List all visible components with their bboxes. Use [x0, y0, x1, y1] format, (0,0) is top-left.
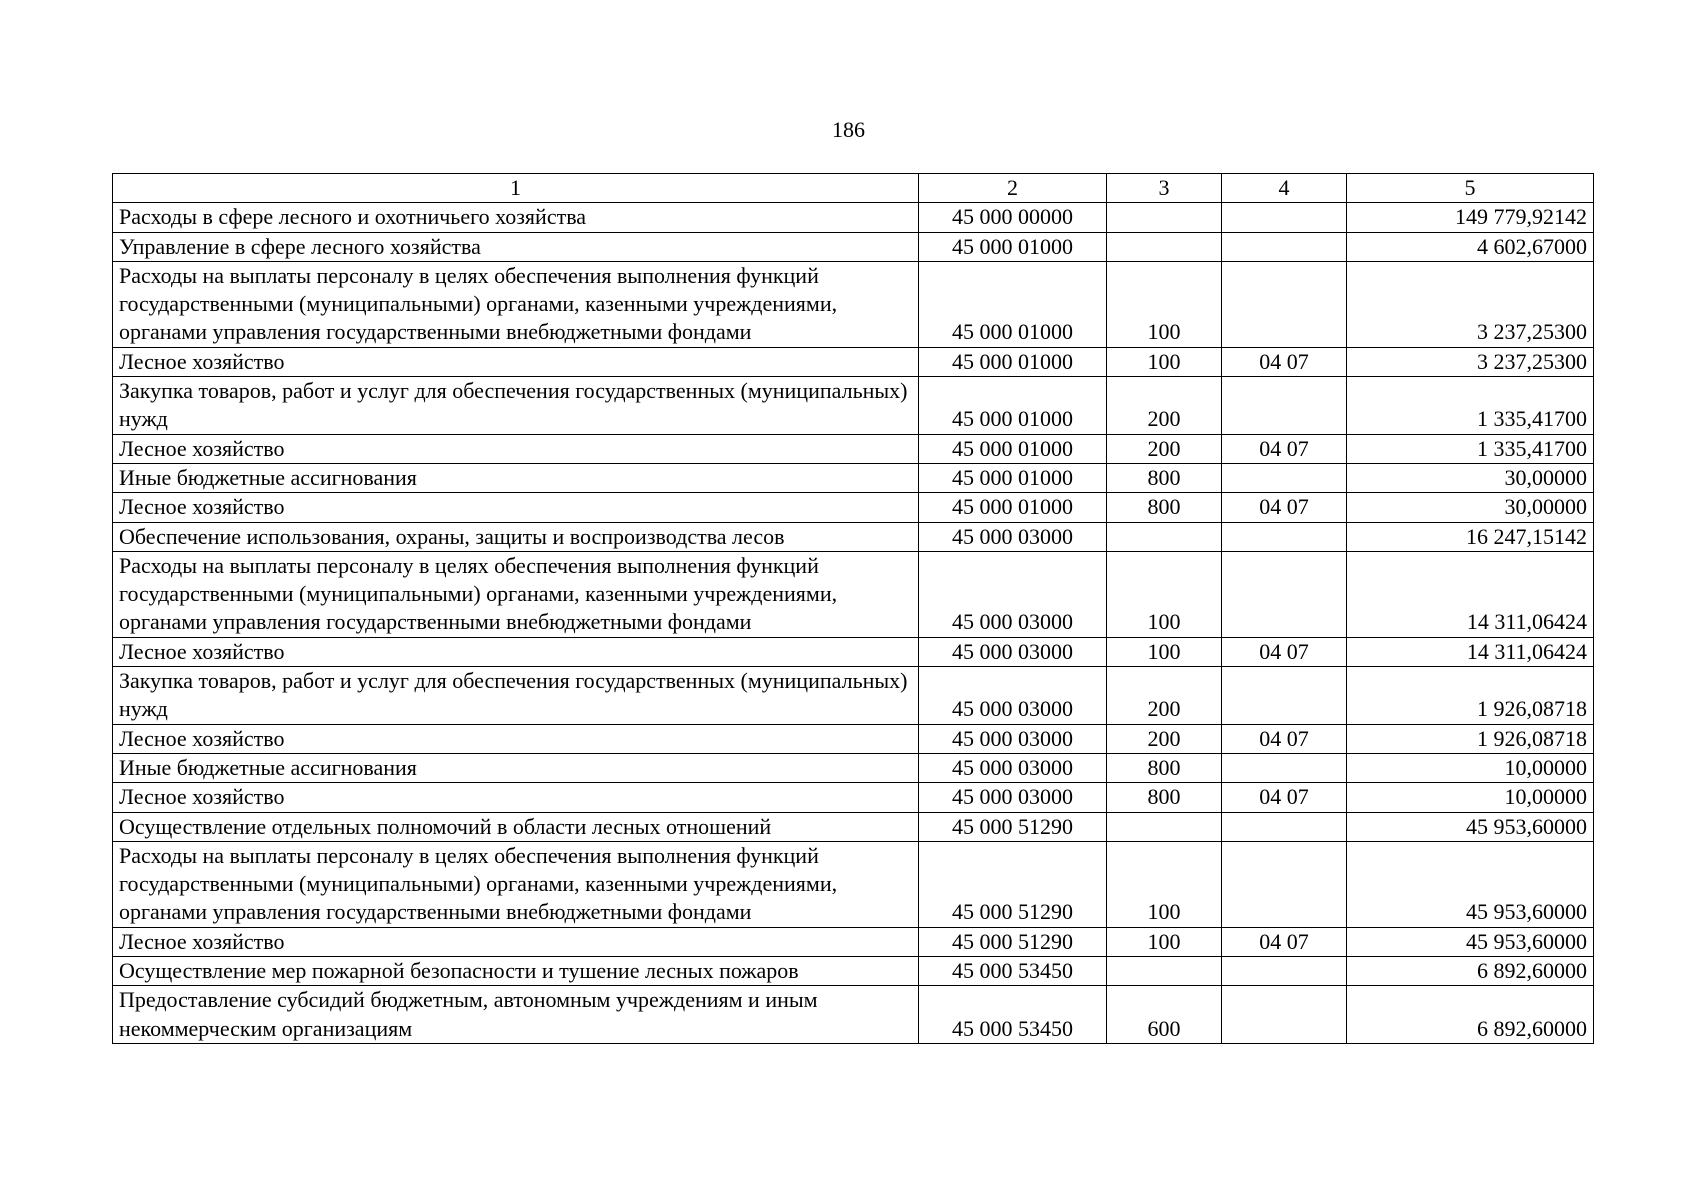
expense-name-cell: Предоставление субсидий бюджетным, автономным учреждениям и иным некоммерческим организациям	[113, 986, 919, 1044]
expense-type-cell	[1107, 522, 1222, 551]
amount-cell: 6 892,60000	[1347, 986, 1594, 1044]
section-code-cell: 04 07	[1222, 927, 1347, 956]
amount-cell: 45 953,60000	[1347, 841, 1594, 927]
table-row	[113, 434, 1594, 463]
target-code-cell: 45 000 01000	[919, 261, 1107, 347]
target-code-cell: 45 000 01000	[919, 377, 1107, 435]
table-row	[113, 812, 1594, 841]
amount-cell: 1 926,08718	[1347, 724, 1594, 753]
amount-cell: 1 926,08718	[1347, 667, 1594, 725]
section-code-cell	[1222, 232, 1347, 261]
amount-cell: 45 953,60000	[1347, 927, 1594, 956]
target-code-cell: 45 000 03000	[919, 551, 1107, 637]
table-row	[113, 232, 1594, 261]
amount-cell: 45 953,60000	[1347, 812, 1594, 841]
amount-cell: 14 311,06424	[1347, 637, 1594, 666]
expense-name-cell: Управление в сфере лесного хозяйства	[113, 232, 919, 261]
amount-cell: 3 237,25300	[1347, 261, 1594, 347]
expense-name-cell: Лесное хозяйство	[113, 637, 919, 666]
section-code-cell	[1222, 753, 1347, 782]
expense-name-cell: Иные бюджетные ассигнования	[113, 463, 919, 492]
target-code-cell: 45 000 51290	[919, 841, 1107, 927]
amount-cell: 3 237,25300	[1347, 347, 1594, 376]
target-code-cell: 45 000 03000	[919, 783, 1107, 812]
expense-name-cell: Лесное хозяйство	[113, 783, 919, 812]
expense-name-cell: Расходы на выплаты персоналу в целях обеспечения выполнения функций государственными (муниципальными) органами, казенными учреждениями, органами управления государственными внебюджетными фондами	[113, 551, 919, 637]
section-code-cell: 04 07	[1222, 347, 1347, 376]
table-row	[113, 261, 1594, 347]
target-code-cell: 45 000 01000	[919, 493, 1107, 522]
target-code-cell: 45 000 03000	[919, 753, 1107, 782]
table-row	[113, 377, 1594, 435]
expense-name-cell: Расходы на выплаты персоналу в целях обеспечения выполнения функций государственными (муниципальными) органами, казенными учреждениями, органами управления государственными внебюджетными фондами	[113, 261, 919, 347]
expense-name-cell: Лесное хозяйство	[113, 493, 919, 522]
section-code-cell	[1222, 957, 1347, 986]
section-code-cell: 04 07	[1222, 493, 1347, 522]
section-code-cell	[1222, 522, 1347, 551]
table-row	[113, 493, 1594, 522]
target-code-cell: 45 000 53450	[919, 986, 1107, 1044]
expense-type-cell: 200	[1107, 377, 1222, 435]
expense-type-cell: 800	[1107, 753, 1222, 782]
target-code-cell: 45 000 01000	[919, 463, 1107, 492]
expense-name-cell: Осуществление отдельных полномочий в области лесных отношений	[113, 812, 919, 841]
table-row	[113, 724, 1594, 753]
section-code-cell: 04 07	[1222, 637, 1347, 666]
table-row	[113, 841, 1594, 927]
target-code-cell: 45 000 01000	[919, 434, 1107, 463]
section-code-cell	[1222, 463, 1347, 492]
table-header-row	[113, 174, 1594, 203]
column-header-3: 3	[1107, 174, 1222, 203]
expense-name-cell: Расходы на выплаты персоналу в целях обеспечения выполнения функций государственными (муниципальными) органами, казенными учреждениями, органами управления государственными внебюджетными фондами	[113, 841, 919, 927]
section-code-cell	[1222, 841, 1347, 927]
expense-type-cell: 800	[1107, 493, 1222, 522]
expense-type-cell: 100	[1107, 261, 1222, 347]
expense-type-cell: 100	[1107, 927, 1222, 956]
target-code-cell: 45 000 03000	[919, 667, 1107, 725]
section-code-cell: 04 07	[1222, 724, 1347, 753]
amount-cell: 1 335,41700	[1347, 377, 1594, 435]
expense-type-cell: 100	[1107, 551, 1222, 637]
table-row	[113, 347, 1594, 376]
amount-cell: 4 602,67000	[1347, 232, 1594, 261]
expense-type-cell: 100	[1107, 637, 1222, 666]
table-row	[113, 463, 1594, 492]
section-code-cell	[1222, 812, 1347, 841]
amount-cell: 149 779,92142	[1347, 203, 1594, 232]
expense-name-cell: Осуществление мер пожарной безопасности и тушение лесных пожаров	[113, 957, 919, 986]
column-header-2: 2	[919, 174, 1107, 203]
expense-name-cell: Обеспечение использования, охраны, защиты и воспроизводства лесов	[113, 522, 919, 551]
target-code-cell: 45 000 51290	[919, 927, 1107, 956]
amount-cell: 10,00000	[1347, 783, 1594, 812]
expense-type-cell	[1107, 232, 1222, 261]
table-row	[113, 986, 1594, 1044]
section-code-cell	[1222, 203, 1347, 232]
expense-type-cell: 100	[1107, 841, 1222, 927]
table-row	[113, 753, 1594, 782]
table-row	[113, 522, 1594, 551]
budget-table	[112, 173, 1594, 1044]
expense-type-cell: 200	[1107, 667, 1222, 725]
target-code-cell: 45 000 53450	[919, 957, 1107, 986]
expense-name-cell: Иные бюджетные ассигнования	[113, 753, 919, 782]
table-row	[113, 927, 1594, 956]
table-row	[113, 957, 1594, 986]
expense-type-cell	[1107, 203, 1222, 232]
expense-name-cell: Расходы в сфере лесного и охотничьего хозяйства	[113, 203, 919, 232]
target-code-cell: 45 000 03000	[919, 522, 1107, 551]
amount-cell: 6 892,60000	[1347, 957, 1594, 986]
expense-name-cell: Закупка товаров, работ и услуг для обеспечения государственных (муниципальных) нужд	[113, 667, 919, 725]
expense-type-cell	[1107, 812, 1222, 841]
column-header-5: 5	[1347, 174, 1594, 203]
amount-cell: 1 335,41700	[1347, 434, 1594, 463]
amount-cell: 30,00000	[1347, 463, 1594, 492]
amount-cell: 16 247,15142	[1347, 522, 1594, 551]
section-code-cell: 04 07	[1222, 434, 1347, 463]
expense-name-cell: Лесное хозяйство	[113, 347, 919, 376]
target-code-cell: 45 000 00000	[919, 203, 1107, 232]
target-code-cell: 45 000 01000	[919, 232, 1107, 261]
table-row	[113, 667, 1594, 725]
target-code-cell: 45 000 51290	[919, 812, 1107, 841]
section-code-cell	[1222, 986, 1347, 1044]
amount-cell: 30,00000	[1347, 493, 1594, 522]
expense-type-cell: 200	[1107, 434, 1222, 463]
target-code-cell: 45 000 03000	[919, 724, 1107, 753]
expense-name-cell: Лесное хозяйство	[113, 434, 919, 463]
page-number: 186	[832, 117, 865, 142]
target-code-cell: 45 000 01000	[919, 347, 1107, 376]
table-row	[113, 637, 1594, 666]
column-header-1: 1	[113, 174, 919, 203]
expense-type-cell: 800	[1107, 463, 1222, 492]
expense-type-cell: 100	[1107, 347, 1222, 376]
section-code-cell	[1222, 377, 1347, 435]
section-code-cell: 04 07	[1222, 783, 1347, 812]
expense-name-cell: Лесное хозяйство	[113, 724, 919, 753]
expense-type-cell: 600	[1107, 986, 1222, 1044]
expense-name-cell: Закупка товаров, работ и услуг для обеспечения государственных (муниципальных) нужд	[113, 377, 919, 435]
amount-cell: 10,00000	[1347, 753, 1594, 782]
table-row	[113, 551, 1594, 637]
table-row	[113, 783, 1594, 812]
expense-type-cell: 200	[1107, 724, 1222, 753]
target-code-cell: 45 000 03000	[919, 637, 1107, 666]
column-header-4: 4	[1222, 174, 1347, 203]
section-code-cell	[1222, 667, 1347, 725]
expense-name-cell: Лесное хозяйство	[113, 927, 919, 956]
expense-type-cell: 800	[1107, 783, 1222, 812]
table-row	[113, 203, 1594, 232]
amount-cell: 14 311,06424	[1347, 551, 1594, 637]
section-code-cell	[1222, 551, 1347, 637]
section-code-cell	[1222, 261, 1347, 347]
expense-type-cell	[1107, 957, 1222, 986]
